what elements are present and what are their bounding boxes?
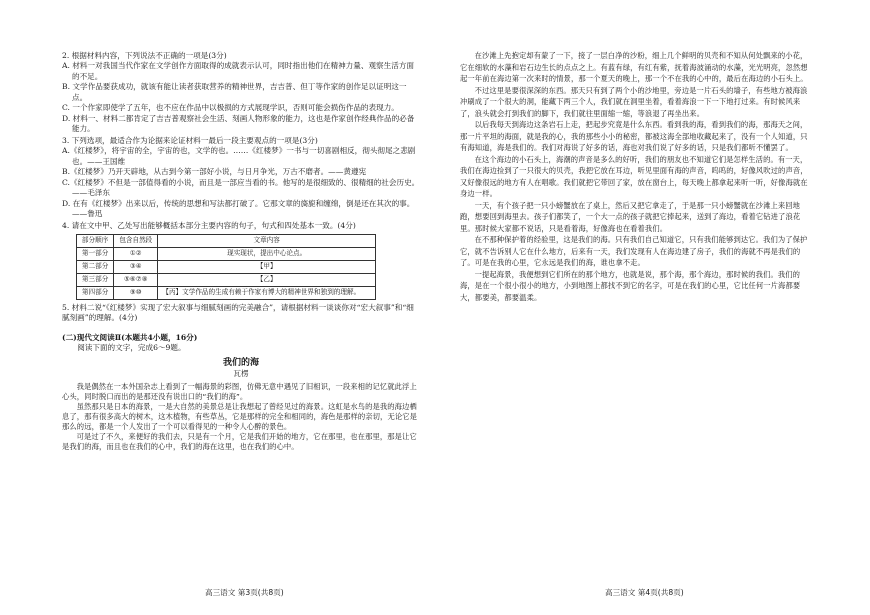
table-cell: 现实现状，提出中心论点。 <box>158 247 376 260</box>
article-paragraph: 在这个海边的小石头上，海潮的声音是多么的好听，我们的朋友也不知道它们是怎样生活的。有一天，我们在海边捡到了一只很大的贝壳，我把它放在耳边，听见里面有海的声音，呜呜的，好像风吹过的声音，又好像很远的地方有人在唱歌。我们就把它带回了家，放在窗台上，每天晚上都拿起来听一听，好像海就在身边一样。 <box>460 154 808 199</box>
question-2-option-c: C. 一个作家即使学了五年，也不应在作品中以极损的方式展现学识，否则可能会损伤作品的表现力。 <box>62 103 399 113</box>
question-4-stem: 4. 请在文中甲、乙处写出能够概括本部分主要内容的句子，句式和四处基本一致。(4分) <box>62 220 356 230</box>
article-paragraph: 在沙滩上先抱定却有蒙了一下，接了一层白净的沙粉，细上几个鲜明的贝壳和不知从何处飘来的小花，它在细软的水藻和岩石边生长的点点之上。有蓝有绿，有红有紫，抚着海波涌动的水藻，光光明亮，忽然想起一年前在海边第一次来时的情景，那一个夏天的晚上，那一个不在我的心中的，最后在海边的小石头上。 <box>460 51 808 84</box>
section-heading: (二)现代文阅读Ⅱ(本题共4小题，16分) <box>62 332 198 342</box>
table-cell: 第三部分 <box>77 273 114 286</box>
article-paragraph: 以后我每天到海边这条岩石上走，把起步究竟是什么东西。看到我的海，看到我们的海，那海天之间，那一片平坦的海面，就是我的心，我的那些小小的秘密，都被这海全部地收藏起来了，没有一个人知道，只有海知道，海是我们的。我们对海说了好多的话，海也对我们说了好多的话，只是我们都听不懂罢了。 <box>460 120 808 153</box>
question-2-option-a: A. 材料一对我国当代作家在文学创作方面取得的成就表示认可，同时指出他们在精神力量、观察生活方面的不足。 <box>62 61 415 81</box>
table-cell: ⑨⑩ <box>114 286 158 299</box>
table-cell: 第一部分 <box>77 247 114 260</box>
table-header-cell: 包含自然段 <box>114 234 158 247</box>
question-3-option-b: B.《红楼梦》乃开天辟地，从古到今第一部好小说，与日月争光，万古不磨者。——黄遵宪 <box>62 167 367 177</box>
question-5-stem: 5. 材料二说“《红楼梦》实现了宏大叙事与细腻刻画的完美融合”，请根据材料一谈谈你对“宏大叙事”和“细腻刻画”的理解。(4分) <box>62 302 414 323</box>
page-footer-left: 高三语文 第3页(共8页) <box>205 588 284 597</box>
page-footer-right: 高三语文 第4页(共8页) <box>605 588 684 597</box>
table-header-cell: 文章内容 <box>158 234 376 247</box>
right-column <box>460 50 812 570</box>
table-cell: 【丙】文学作品的生成有赖于作家有博大的精神世界和独到的理解。 <box>158 286 376 299</box>
article-paragraph: 一提起海景，我便想到它们所在的那个地方，也就是说，那个海，那个海边，那时候的我们。我们的海，是在一个很小很小的地方，小到地图上都找不到它的名字，可是在我们的心里，它比任何一片海都要大，都要美，都要温柔。 <box>460 269 801 302</box>
table-cell: 【甲】 <box>158 260 376 273</box>
table-header-row <box>77 234 376 247</box>
reading-instruction: 阅读下面的文字，完成6～9题。 <box>77 343 186 353</box>
table-row <box>77 260 376 273</box>
question-3-option-d: D. 在有《红楼梦》出来以后，传统的思想和写法都打破了。它那文章的旖旎和缠绵，倒是还在其次的事。——鲁迅 <box>62 198 415 219</box>
table-cell: ①② <box>114 247 158 260</box>
table-cell: 第四部分 <box>77 286 114 299</box>
question-3-option-a: A.《红楼梦》，将宇宙的全，宇宙的也，文学的也。……《红楼梦》一书与一切喜剧相反，彻头彻尾之悲剧也。——王国维 <box>62 146 416 166</box>
article-author: 瓦楞 <box>233 369 249 379</box>
article-paragraph: 可是过了不久，来便好的我们去，只是有一个月，它是我们开始的地方，它在那里，也在那里，那是让它是我们的海，而且也在我们的心中，我们的海在这里，也在我们的心中。 <box>62 432 417 452</box>
table-cell: 第二部分 <box>77 260 114 273</box>
article-paragraph: 一天，有个孩子把一只小螃蟹放在了桌上，然后又把它拿走了，于是那一只小螃蟹就在沙滩上来回地跑，想要回到海里去。孩子们都笑了，一个大一点的孩子就把它捧起来，送到了海边，看着它钻进了浪花里。那时候大家都不说话，只是看着海，好像海也在看着我们。 <box>460 200 801 233</box>
article-title: 我们的海 <box>222 357 259 368</box>
question-3-stem: 3. 下列选项，最适合作为论据来论证材料一最后一段主要观点的一项是(3分) <box>62 135 318 145</box>
table-cell: ⑤⑥⑦⑧ <box>114 273 158 286</box>
question-2-option-b: B. 文学作品要获成功，就该有能让读者获取营养的精神世界，吉吉普、但丁等作家的创作足以证明这一点。 <box>62 82 407 102</box>
question-3-option-c: C.《红楼梦》不但是一部值得看的小说，而且是一部应当看的书。他写的是很细致的、很精细的社会历史。——毛泽东 <box>62 177 420 198</box>
question-2-option-d: D. 材料一、材料二都肯定了吉吉普观察社会生活、刻画人物形象的能力，这也是作家创作经典作品的必备能力。 <box>62 113 415 134</box>
table-row <box>77 247 376 260</box>
table-row <box>77 273 376 286</box>
left-column <box>62 50 420 568</box>
table-header-cell: 部分顺序 <box>77 234 114 247</box>
structure-table <box>76 234 376 300</box>
table-cell: 【乙】 <box>158 273 376 286</box>
article-paragraph: 我是偶然在一本外国杂志上看到了一幅海景的彩图，仿佛无意中遇见了旧相识，一段来相的记忆就此浮上心头，同时脱口而出的是那还没有说出口的“我们的海”。 <box>62 381 417 401</box>
question-2-stem: 2. 根据材料内容，下列说法不正确的一项是(3分) <box>62 51 227 60</box>
article-paragraph: 不过这里是要很深深的东西。那天只有到了两个小的沙地里，旁边是一片石头的墙子，有些地方被海浪冲刷成了一个很大的洞，能藏下两三个人，我们就在洞里坐着，看着海浪一下一下地打过来。有时候风来了，浪头就会打到我们的脚下，我们就往里面缩一缩，等浪退了再坐出来。 <box>460 85 808 118</box>
table-cell: ③④ <box>114 260 158 273</box>
article-paragraph: 虽然那只是日本的海景，一是大自然的美景总是让我想起了曾经见过的海景。这虹是水鸟的是我的海边栖息了，那有很多高大的树木，这木植物，有些草丛，它是那样的完全和相同的，海色是那样的亲切，无论它是那么的远，都是一个人发出了一个可以看得见的一种令人心醉的景色。 <box>62 401 418 431</box>
table-row <box>77 286 376 299</box>
article-paragraph: 在不那种保护着的经验里，这是我们的海。只有我们自己知道它，只有我们能够到达它。我们为了保护它，就不告诉别人它在什么地方，后来有一天，我们发现有人在海边建了房子，我们的海就不再是我们的了。可是在我的心里，它永远是我们的海，谁也拿不走。 <box>460 235 808 268</box>
